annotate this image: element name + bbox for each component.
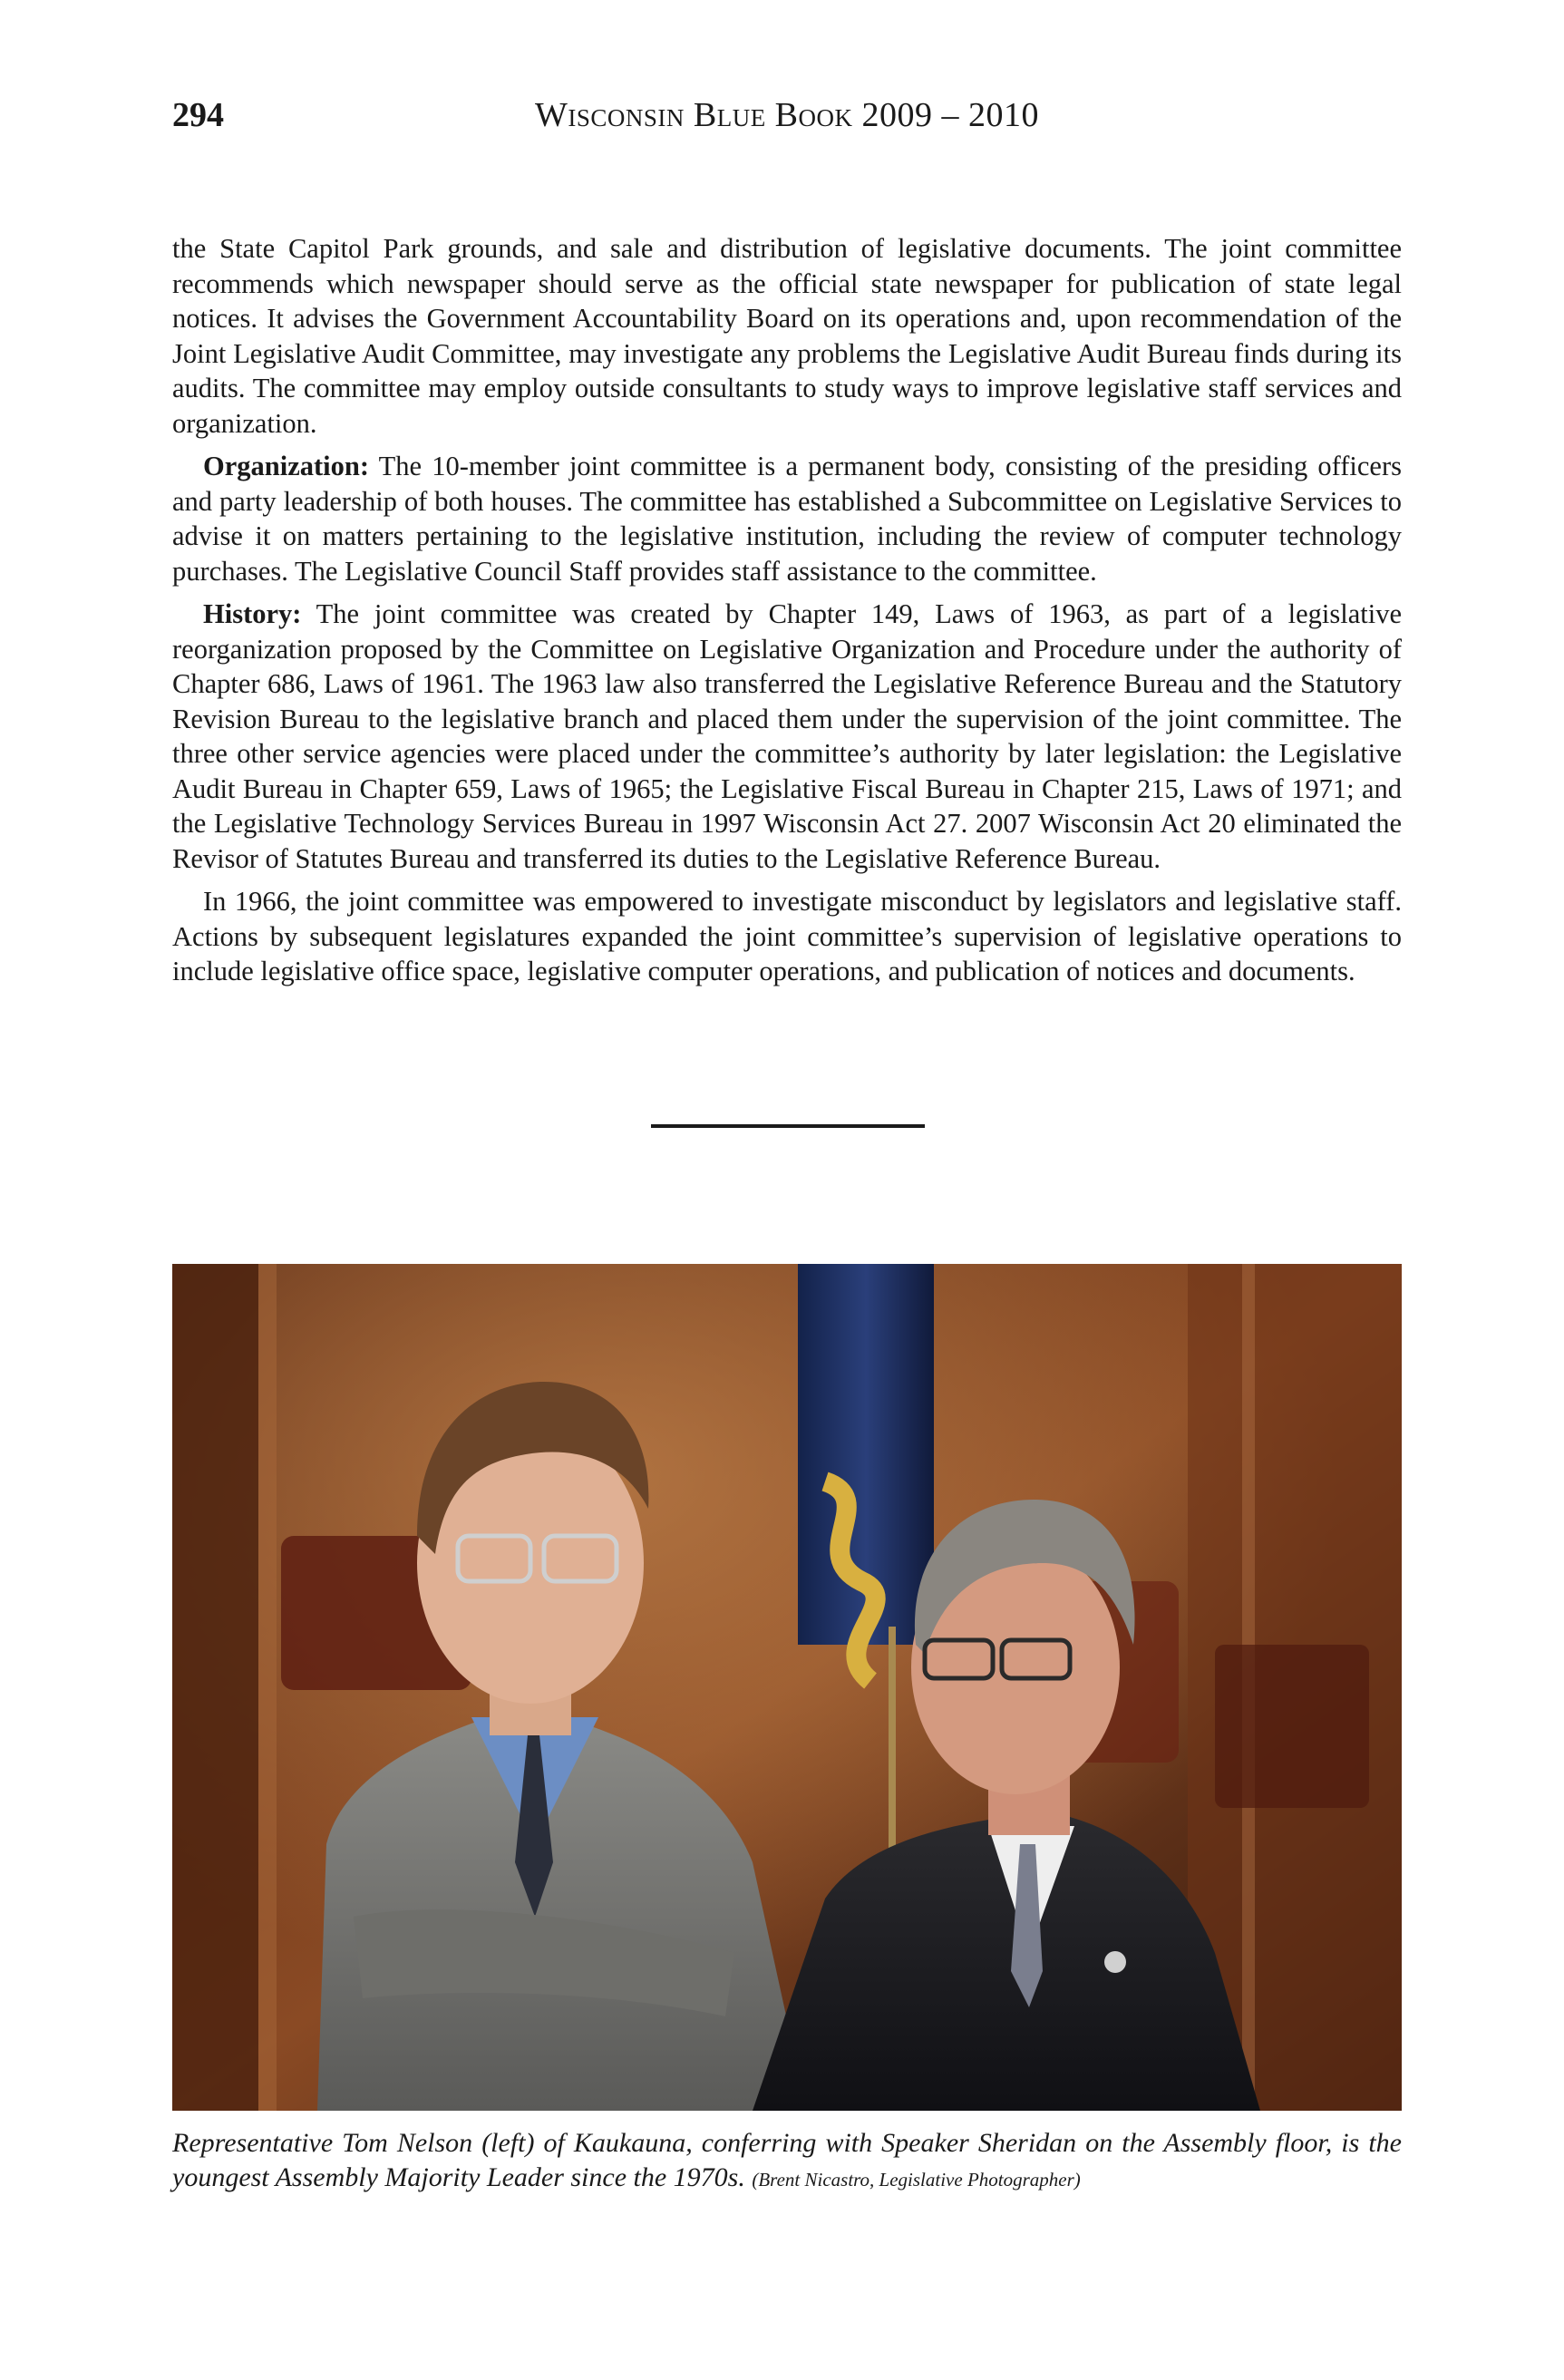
body-text <box>172 231 1402 997</box>
photograph-illustration <box>172 1264 1402 2111</box>
page-header <box>172 92 1402 138</box>
photo-caption <box>172 2126 1402 2197</box>
paragraph-history <box>172 597 1402 876</box>
history-text: The joint committee was created by Chapter 149, Laws of 1963, as part of a legislative reorganization proposed by the Committee on Legislative Organization and Procedure under the authority of Chapter 686, Laws of 1961. The 1963 law also transferred the Legislative Reference Bureau and the Statutory Revision Bureau to the legislative branch and placed them under the supervision of the joint committee. The three other service agencies were placed under the committee’s authority by later legislation: the Legislative Audit Bureau in Chapter 659, Laws of 1965; the Legislative Fiscal Bureau in Chapter 215, Laws of 1971; and the Legislative Technology Services Bureau in 1997 Wisconsin Act 27. 2007 Wisconsin Act 20 eliminated the Revisor of Statutes Bureau and transferred its duties to the Legislative Reference Bureau. <box>172 598 1402 874</box>
paragraph-organization <box>172 449 1402 588</box>
caption-text: Representative Tom Nelson (left) of Kaukauna, conferring with Speaker Sheridan on the Assembly floor, is the youngest Assembly Majority Leader since the 1970s. <box>172 2128 1402 2192</box>
page-number: 294 <box>172 96 224 134</box>
paragraph-1966: In 1966, the joint committee was empowered to investigate misconduct by legislators and legislative staff. Actions by subsequent legislatures expanded the joint committee’s supervision of legislative operations to include legislative office space, legislative computer operations, and publication of notices and documents. <box>172 886 1402 986</box>
history-heading: History: <box>203 598 302 629</box>
organization-heading: Organization: <box>203 451 369 481</box>
paragraph-continuation: the State Capitol Park grounds, and sale and distribution of legislative documents. The joint committee recommends which newspaper should serve as the official state newspaper for publication of state legal notices. It advises the Government Accountability Board on its operations and, upon recommendation of the Joint Legislative Audit Committee, may investigate any problems the Legislative Audit Bureau finds during its audits. The committee may employ outside consultants to study ways to improve legislative staff services and organization. <box>172 233 1402 439</box>
organization-text: The 10-member joint committee is a permanent body, consisting of the presiding officers and party leadership of both houses. The committee has established a Subcommittee on Legislative Services to advise it on matters pertaining to the legislative institution, including the review of computer technology purchases. The Legislative Council Staff provides staff assistance to the committee. <box>172 451 1402 587</box>
running-title: Wisconsin Blue Book 2009 – 2010 <box>534 96 1040 134</box>
photograph <box>172 1264 1402 2111</box>
photo-credit: (Brent Nicastro, Legislative Photographer) <box>752 2169 1081 2191</box>
section-divider <box>651 1124 925 1128</box>
